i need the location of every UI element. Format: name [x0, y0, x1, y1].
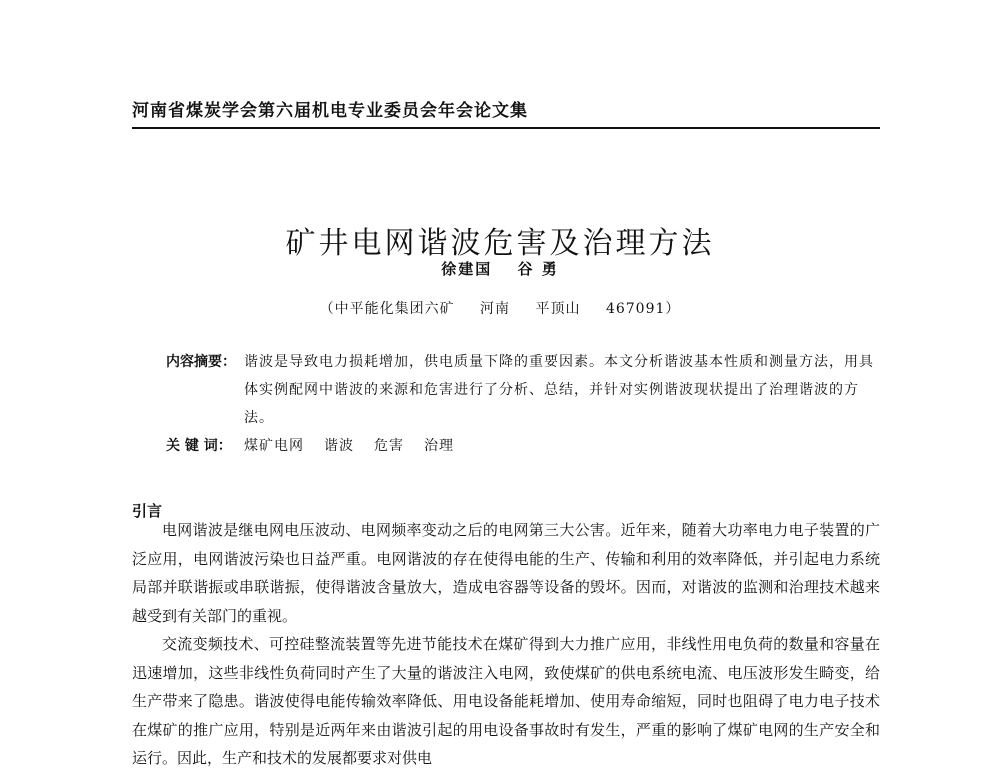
body-paragraph: 交流变频技术、可控硅整流装置等先进节能技术在煤矿得到大力推广应用，非线性用电负荷的数量和容量在迅速增加，这些非线性负荷同时产生了大量的谐波注入电网，致使煤矿的供电系统电流、电压波形发生畸变，给生产带来了隐患。谐波使得电能传输效率降低、用电设备能耗增加、使用寿命缩短，同时也阻碍了电力电子技术在煤矿的推广应用，特别是近两年来由谐波引起的用电设备事故时有发生，严重的影响了煤矿电网的生产安全和运行。因此，生产和技术的发展都要求对供电: [132, 635, 880, 767]
paper-title: 矿井电网谐波危害及治理方法: [285, 226, 715, 262]
author-name: 徐建国: [441, 260, 493, 278]
affiliation: [0, 298, 1000, 318]
abstract-label: 内容摘要：: [166, 354, 236, 370]
affiliation-org: （中平能化集团六矿: [319, 301, 455, 317]
affiliation-province: 河南: [480, 301, 511, 317]
author-list: [0, 258, 1000, 279]
running-header: 河南省煤炭学会第六届机电专业委员会年会论文集: [132, 96, 880, 129]
keyword: 治理: [424, 438, 454, 454]
keyword: 危害: [374, 438, 404, 454]
keyword: 谐波: [324, 438, 354, 454]
keywords-label: 关 键 词：: [166, 438, 232, 454]
keywords: [166, 432, 880, 460]
affiliation-city: 平顶山: [535, 301, 581, 317]
affiliation-postcode: 467091）: [605, 301, 681, 317]
body-paragraph: 电网谐波是继电网电压波动、电网频率变动之后的电网第三大公害。近年来，随着大功率电力电子装置的广泛应用，电网谐波污染也日益严重。电网谐波的存在使得电能的生产、传输和利用的效率降低，并引起电力系统局部并联谐振或串联谐振，使得谐波含量放大，造成电容器等设备的毁坏。因而，对谐波的监测和治理技术越来越受到有关部门的重视。: [132, 521, 880, 625]
body-text: [132, 516, 880, 773]
abstract: [166, 348, 880, 432]
keyword: 煤矿电网: [244, 438, 304, 454]
section-heading: 引言: [132, 502, 163, 521]
abstract-text: 谐波是导致电力损耗增加，供电质量下降的重要因素。本文分析谐波基本性质和测量方法，用具体实例配网中谐波的来源和危害进行了分析、总结，并针对实例谐波现状提出了治理谐波的方法。: [244, 354, 874, 426]
author-name: 谷 勇: [517, 260, 559, 278]
